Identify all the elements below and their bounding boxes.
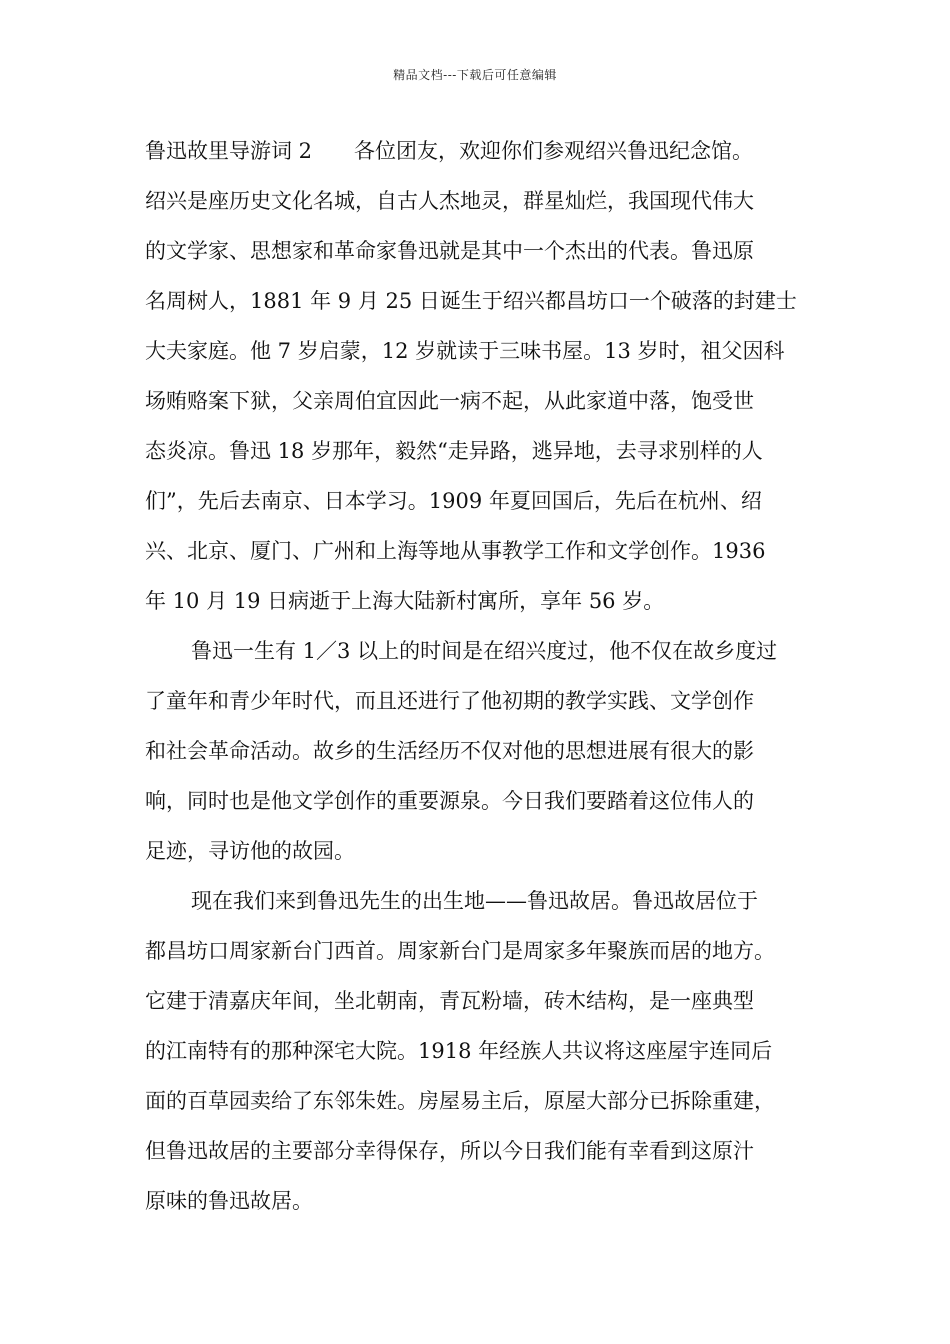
text-line: 现在我们来到鲁迅先生的出生地——鲁迅故居。鲁迅故居位于 [191, 889, 758, 913]
text-line: 和社会革命活动。故乡的生活经历不仅对他的思想进展有很大的影 [145, 739, 754, 763]
text-line: 面的百草园卖给了东邻朱姓。房屋易主后，原屋大部分已拆除重建， [145, 1089, 775, 1113]
document-body [145, 126, 825, 1226]
text-line: 们”，先后去南京、日本学习。1909 年夏回国后，先后在杭州、绍 [145, 489, 762, 513]
header-text: 精品文档---下载后可任意编辑 [393, 68, 557, 82]
paragraph-intro [145, 126, 825, 626]
text-line: 兴、北京、厦门、广州和上海等地从事教学工作和文学创作。1936 [145, 539, 766, 563]
paragraph-former-residence [145, 876, 825, 1226]
text-line: 大夫家庭。他 7 岁启蒙，12 岁就读于三味书屋。13 岁时，祖父因科 [145, 339, 785, 363]
text-line: 了童年和青少年时代，而且还进行了他初期的教学实践、文学创作 [145, 689, 754, 713]
text-line: 绍兴是座历史文化名城，自古人杰地灵，群星灿烂，我国现代伟大 [145, 189, 754, 213]
page-header [0, 66, 950, 83]
text-line: 的文学家、思想家和革命家鲁迅就是其中一个杰出的代表。鲁迅原 [145, 239, 754, 263]
text-line: 场贿赂案下狱，父亲周伯宜因此一病不起，从此家道中落，饱受世 [145, 389, 754, 413]
text-line: 的江南特有的那种深宅大院。1918 年经族人共议将这座屋宇连同后 [145, 1039, 773, 1063]
text-line: 态炎凉。鲁迅 18 岁那年，毅然“走异路，逃异地，去寻求别样的人 [145, 439, 763, 463]
text-line: 但鲁迅故居的主要部分幸得保存，所以今日我们能有幸看到这原汁 [145, 1139, 754, 1163]
text-line: 原味的鲁迅故居。 [145, 1189, 313, 1213]
text-line: 鲁迅一生有 1／3 以上的时间是在绍兴度过，他不仅在故乡度过 [191, 639, 778, 663]
text-line: 都昌坊口周家新台门西首。周家新台门是周家多年聚族而居的地方。 [145, 939, 775, 963]
paragraph-hometown [145, 626, 825, 876]
text-line: 年 10 月 19 日病逝于上海大陆新村寓所，享年 56 岁。 [145, 589, 665, 613]
text-line: 足迹，寻访他的故园。 [145, 839, 355, 863]
text-line: 名周树人，1881 年 9 月 25 日诞生于绍兴都昌坊口一个破落的封建士 [145, 289, 797, 313]
text-line: 鲁迅故里导游词 2 各位团友，欢迎你们参观绍兴鲁迅纪念馆。 [145, 139, 754, 163]
text-line: 它建于清嘉庆年间，坐北朝南，青瓦粉墙，砖木结构，是一座典型 [145, 989, 754, 1013]
text-line: 响，同时也是他文学创作的重要源泉。今日我们要踏着这位伟人的 [145, 789, 754, 813]
